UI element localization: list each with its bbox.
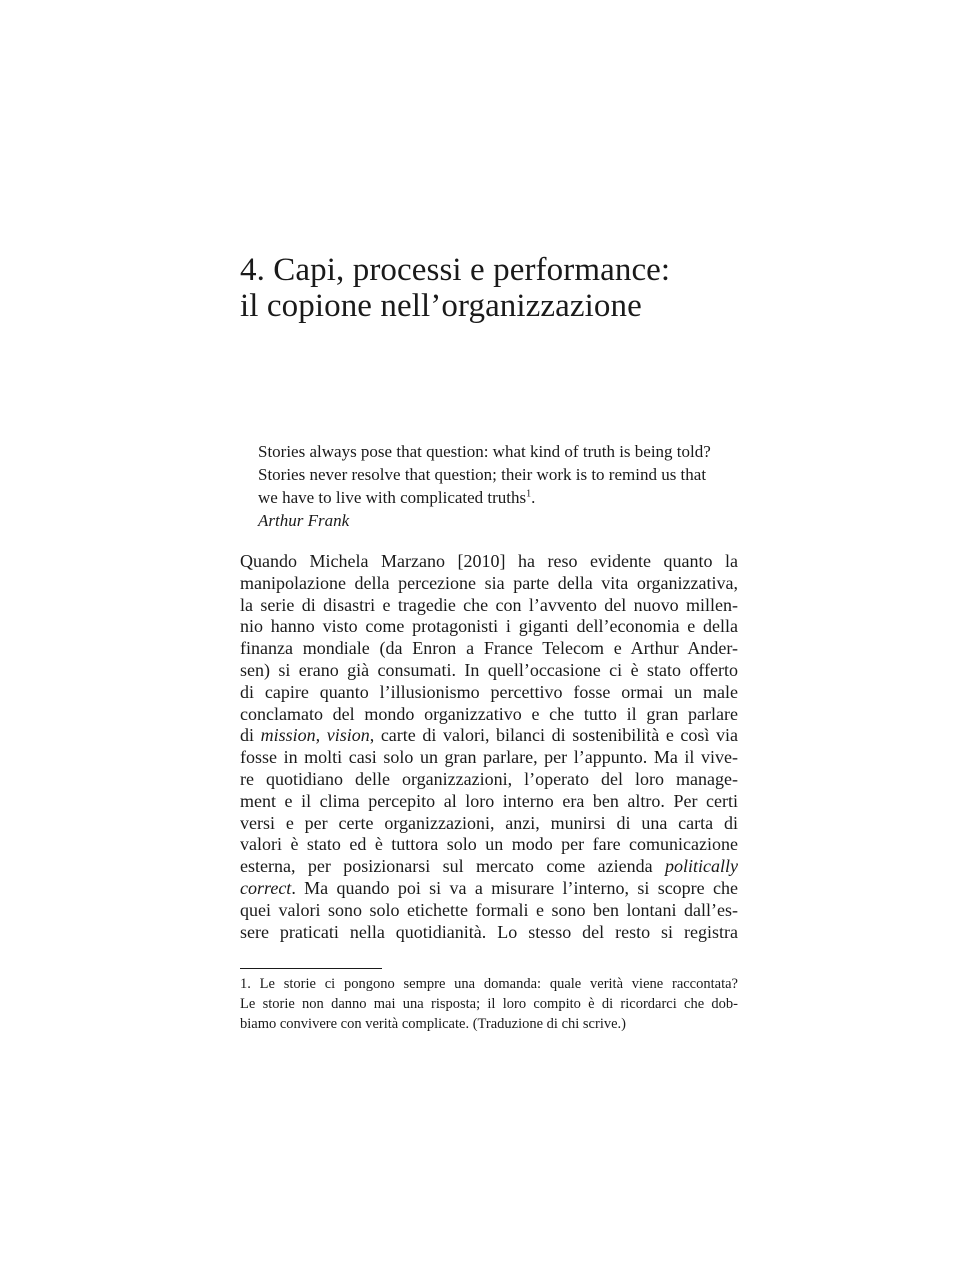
footnote-line: Le storie non danno mai una risposta; il loro compito è di ricordarci che dob- (240, 996, 738, 1012)
body-text-run: , carte di valori, bilanci di sostenibilità e così via (369, 725, 738, 746)
body-line: sen) si erano già consumati. In quell’occasione ci è stato offerto (240, 659, 738, 680)
body-line (240, 878, 738, 900)
chapter-title-line-1: 4. Capi, processi e performance: (240, 252, 671, 288)
body-line: conclamato del mondo organizzativo e che tutto il gran parlare (240, 703, 738, 724)
footnote-line: 1. Le storie ci pongono sempre una domanda: quale verità viene raccontata? (240, 976, 738, 992)
body-text-run: . Ma quando poi si va a misurare l’interno, si scopre che (291, 877, 738, 898)
footnote (240, 974, 738, 1034)
body-paragraph (240, 551, 738, 943)
body-line: versi e per certe organizzazioni, anzi, munirsi di una carta di (240, 812, 738, 833)
chapter-title (240, 252, 800, 324)
epigraph-line: Stories never resolve that question; their work is to remind us that (258, 465, 707, 484)
footnote-reference[interactable]: 1 (526, 488, 532, 500)
epigraph-text: we have to live with complicated truths (258, 488, 527, 507)
body-line: finanza mondiale (da Enron a France Telecom e Arthur Ander- (240, 638, 738, 659)
body-line: di capire quanto l’illusionismo percettivo fosse ormai un male (240, 681, 738, 702)
epigraph-period: . (531, 488, 536, 507)
epigraph-author: Arthur Frank (258, 511, 350, 530)
body-italic-run: correct (240, 877, 292, 898)
epigraph-line (258, 486, 758, 509)
body-line: quei valori sono solo etichette formali e sono ben lontani dall’es- (240, 899, 738, 920)
body-line: la serie di disastri e tragedie che con l’avvento del nuovo millen- (240, 594, 738, 615)
body-line: Quando Michela Marzano [2010] ha reso evidente quanto la (240, 551, 738, 571)
body-line: sere praticati nella quotidianità. Lo stesso del resto si registra (240, 921, 738, 942)
epigraph-line: Stories always pose that question: what kind of truth is being told? (258, 442, 711, 461)
footnote-separator (240, 968, 382, 969)
epigraph (258, 440, 758, 532)
footnote-line: biamo convivere con verità complicate. (Traduzione di chi scrive.) (240, 1016, 626, 1032)
body-line: ment e il clima percepito al loro interno era ben altro. Per certi (240, 790, 738, 811)
body-text-run: di (240, 725, 261, 746)
body-italic-run: mission, vision (260, 725, 370, 746)
body-line: fosse in molti casi solo un gran parlare, per l’appunto. Ma il vive- (240, 747, 738, 768)
body-italic-run: politically (665, 856, 738, 877)
body-line: nio hanno visto come protagonisti i giganti dell’economia e della (240, 616, 738, 637)
body-line (240, 856, 738, 878)
body-line (240, 725, 738, 747)
body-line: manipolazione della percezione sia parte della vita organizzativa, (240, 572, 738, 593)
body-line: valori è stato ed è tuttora solo un modo per fare comunicazione (240, 834, 738, 855)
body-line: re quotidiano delle organizzazioni, l’operato del loro manage- (240, 768, 738, 789)
chapter-title-line-2: il copione nell’organizzazione (240, 288, 642, 324)
body-text-run: esterna, per posizionarsi sul mercato come azienda (240, 856, 666, 877)
